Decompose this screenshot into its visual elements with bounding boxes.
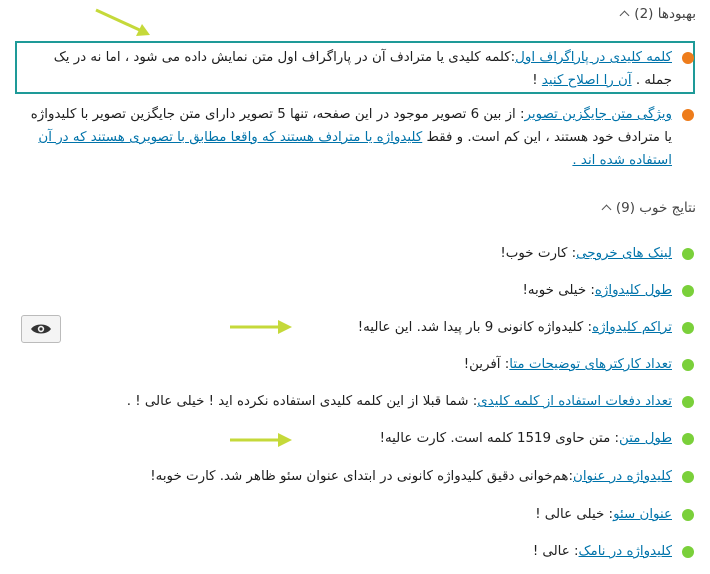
status-dot-good bbox=[682, 509, 694, 521]
item-link[interactable]: کلیدواژه در نامک bbox=[578, 544, 672, 559]
list-item: عنوان سئو: خیلی عالی ! bbox=[20, 503, 694, 526]
item-link[interactable]: عنوان سئو bbox=[613, 507, 672, 522]
item-link[interactable]: طول کلیدواژه bbox=[594, 283, 672, 298]
list-item: ویژگی متن جایگزین تصویر: از بین 6 تصویر موجود در این صفحه، تنها 5 تصویر دارای متن جایگزین تصویر با کلیدواژه یا مترادف خود هستند ، این کم است. و فقط کلیدواژه یا مترادف هستند که واقعا مطابق با تصویری هستند که در آن استفاده شده اند . bbox=[20, 103, 694, 172]
item-link[interactable]: کلمه کلیدی در پاراگراف اول bbox=[515, 50, 672, 65]
list-item: کلمه کلیدی در پاراگراف اول:کلمه کلیدی یا مترادف آن در پاراگراف اول متن نمایش داده می شود ، اما نه در یک جمله . آن را اصلاح کنید ! bbox=[34, 46, 694, 92]
arrow-icon bbox=[228, 318, 294, 336]
chevron-up-icon[interactable] bbox=[600, 201, 614, 215]
item-link[interactable]: تعداد کارکترهای توضیحات متا bbox=[509, 357, 672, 372]
list-item: کلیدواژه در نامک: عالی ! bbox=[20, 540, 694, 563]
status-dot-good bbox=[682, 433, 694, 445]
chevron-up-icon[interactable] bbox=[618, 7, 632, 21]
section-header-good[interactable] bbox=[600, 200, 696, 216]
status-dot-problem bbox=[682, 109, 694, 121]
status-dot-good bbox=[682, 396, 694, 408]
item-link[interactable]: طول متن bbox=[619, 431, 672, 446]
eye-icon bbox=[30, 322, 52, 336]
item-link[interactable]: کلیدواژه در عنوان bbox=[573, 469, 672, 484]
status-dot-good bbox=[682, 359, 694, 371]
status-dot-problem bbox=[682, 52, 694, 64]
status-dot-good bbox=[682, 546, 694, 558]
list-item: کلیدواژه در عنوان:هم‌خوانی دقیق کلیدواژه کانونی در ابتدای عنوان سئو ظاهر شد. کارت خوبه! bbox=[20, 465, 694, 488]
item-link[interactable]: تعداد دفعات استفاده از کلمه کلیدی bbox=[477, 394, 672, 409]
section-title: بهبودها (2) bbox=[634, 6, 696, 22]
list-item: تعداد دفعات استفاده از کلمه کلیدی: شما قبلا از این کلمه کلیدی استفاده نکرده اید ! خیلی عالی ! . bbox=[20, 390, 694, 413]
list-item: لینک های خروجی: کارت خوب! bbox=[20, 242, 694, 265]
fix-link[interactable]: آن را اصلاح کنید bbox=[541, 73, 632, 88]
section-title: نتایج خوب (9) bbox=[615, 200, 696, 216]
eye-button[interactable] bbox=[21, 315, 61, 343]
section-header-improvements[interactable] bbox=[618, 6, 696, 22]
status-dot-good bbox=[682, 471, 694, 483]
arrow-icon bbox=[92, 4, 156, 40]
item-link[interactable]: تراکم کلیدواژه bbox=[592, 320, 672, 335]
status-dot-good bbox=[682, 322, 694, 334]
status-dot-good bbox=[682, 285, 694, 297]
item-link-2[interactable]: کلیدواژه یا مترادف هستند که واقعا مطابق با تصویری هستند که در آن استفاده شده اند . bbox=[38, 130, 672, 168]
list-item: تراکم کلیدواژه: کلیدواژه کانونی 9 بار پیدا شد. این عالیه! bbox=[74, 316, 694, 339]
item-link[interactable]: لینک های خروجی bbox=[576, 246, 672, 261]
list-item: طول کلیدواژه: خیلی خوبه! bbox=[20, 279, 694, 302]
item-link[interactable]: ویژگی متن جایگزین تصویر bbox=[524, 107, 672, 122]
status-dot-good bbox=[682, 248, 694, 260]
list-item: تعداد کارکترهای توضیحات متا: آفرین! bbox=[20, 353, 694, 376]
list-item: طول متن: متن حاوی 1519 کلمه است. کارت عالیه! bbox=[20, 427, 694, 450]
